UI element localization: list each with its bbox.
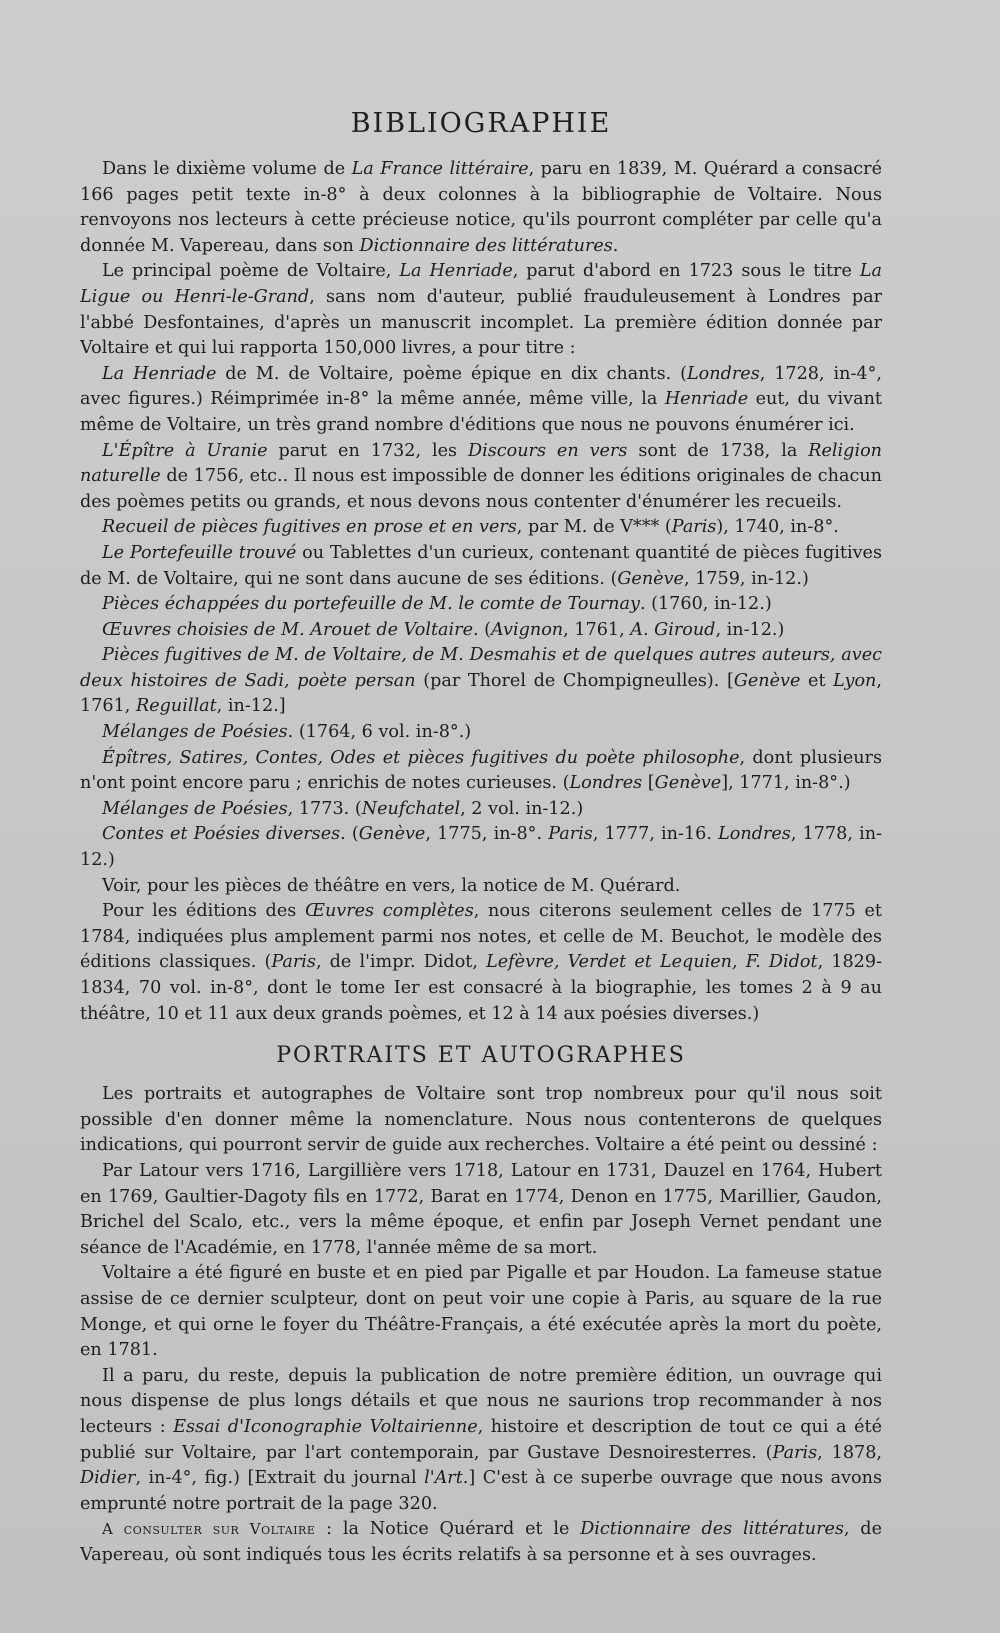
portraits-paragraph <box>80 1261 882 1363</box>
bibliography-paragraph <box>80 592 882 618</box>
italic-text: Lyon <box>833 670 877 691</box>
italic-text: Paris <box>548 824 593 845</box>
bibliography-paragraph <box>80 618 882 644</box>
text-run: : la Notice Quérard et le <box>315 1519 581 1540</box>
text-run: , par M. de V*** ( <box>516 517 672 538</box>
text-run: , 1759, in-12.) <box>683 568 809 589</box>
italic-text: La Henriade <box>399 261 513 282</box>
bibliography-paragraph <box>80 259 882 361</box>
text-run: , sans nom d'auteur, publié frauduleusement à Londres par l'abbé Desfontaines, d'après un manuscrit incomplet. La première édition donnée par Voltaire et qui lui rapporta 150,000 livres, a pour titre : <box>80 286 882 359</box>
text-run: de M. de Voltaire, poème épique en dix chants. ( <box>216 363 687 384</box>
italic-text: Pièces échappées du portefeuille de M. le comte de Tournay <box>102 594 640 615</box>
italic-text: Œuvres choisies de M. Arouet de Voltaire <box>102 619 473 640</box>
italic-text: Dictionnaire des littératures <box>359 235 613 256</box>
text-run: Par Latour vers 1716, Largillière vers 1718, Latour en 1731, Dauzel en 1764, Hubert en 1769, Gaultier-Dagoty fils en 1772, Barat en 1774, Denon en 1775, Marillier, Gaudon, Brichel del Scalo, etc., vers la même époque, et enfin par Joseph Vernet pendant une séance de l'Académie, en 1778, l'année même de sa mort. <box>80 1160 882 1258</box>
italic-text: Discours en vers <box>468 440 628 461</box>
italic-text: La France littéraire <box>351 159 529 179</box>
italic-text: Londres <box>569 773 643 794</box>
text-run: [ <box>642 773 655 794</box>
portraits-paragraph <box>80 1364 882 1518</box>
portraits-section <box>80 1082 882 1568</box>
italic-text: Didier <box>80 1468 136 1489</box>
text-run: , 2 vol. in-12.) <box>460 798 584 819</box>
italic-text: Mélanges de Poésies <box>102 722 288 743</box>
italic-text: Londres <box>718 824 791 845</box>
italic-text: Genève <box>617 568 684 589</box>
text-run: ], 1771, in-8°.) <box>721 773 851 794</box>
italic-text: Reguillat <box>135 696 217 717</box>
text-run: , 1829-1834, 70 vol. in-8°, dont le tome Ier est consacré à la biographie, les tomes 2 à 9 au théâtre, 10 et 11 aux deux grands poèmes, et 12 à 14 aux poésies diverses.) <box>80 952 883 1024</box>
bibliography-paragraph <box>80 362 882 439</box>
italic-text: Paris <box>772 1442 818 1463</box>
bibliography-paragraph <box>80 822 882 873</box>
italic-text: Paris <box>671 517 717 538</box>
italic-text: La Ligue ou Henri-le-Grand <box>80 261 882 307</box>
bibliography-paragraph <box>80 157 882 259</box>
text-run: parut en 1732, les <box>267 440 469 461</box>
italic-text: Henriade <box>664 389 749 410</box>
text-run: . <box>612 235 619 256</box>
text-run: eut, du vivant même de Voltaire, un très grand nombre d'éditions que nous ne pouvons énumérer ici. <box>80 389 882 435</box>
italic-text: Épîtres, Satires, Contes, Odes et pièces fugitives du poète philosophe <box>102 747 740 768</box>
text-run: , parut d'abord en 1723 sous le titre <box>512 261 860 282</box>
italic-text: Genève <box>654 773 722 794</box>
text-run: , histoire et description de tout ce qui a été publié sur Voltaire, par l'art contemporain, par Gustave Desnoiresterres. ( <box>80 1416 882 1463</box>
text-run: de 1756, etc.. Il nous est impossible de donner les éditions originales de chacun des poèmes petits ou grands, et nous devons nous contenter d'énumérer les recueils. <box>80 466 882 512</box>
italic-text: La Henriade <box>102 363 217 384</box>
text-run: , paru en 1839, M. Quérard a consacré 166 pages petit texte in-8° à deux colonnes à la bibliographie de Voltaire. Nous renvoyons nos lecteurs à cette précieuse notice, qu'ils pourront compléter par celle qu'a donnée M. Vapereau, dans son <box>80 159 882 256</box>
bibliography-paragraph <box>80 541 882 592</box>
italic-text: Pièces fugitives de M. de Voltaire, de M. Desmahis et de quelques autres auteurs, avec deux histoires de Sadi, poète persan <box>80 645 882 691</box>
bibliography-paragraph <box>80 439 882 516</box>
italic-text: Œuvres complètes <box>304 901 474 922</box>
text-run: Dans le dixième volume de <box>102 159 352 179</box>
small-caps-text: A consulter sur Voltaire <box>102 1520 316 1539</box>
text-run: , 1773. ( <box>287 798 362 819</box>
italic-text: Lefèvre, Verdet et Lequien, F. Didot <box>486 952 818 973</box>
italic-text: Londres <box>687 363 760 384</box>
text-run: Le principal poème de Voltaire, <box>102 261 400 282</box>
italic-text: Contes et Poésies diverses <box>102 824 341 845</box>
text-run: , de Vapereau, où sont indiqués tous les écrits relatifs à sa personne et à ses ouvrages. <box>80 1519 882 1565</box>
text-run: ou Tablettes d'un curieux, contenant quantité de pièces fugitives de M. de Voltaire, qui ne sont dans aucune de ses éditions. ( <box>80 542 882 589</box>
text-run: , 1775, in-8°. <box>425 824 549 845</box>
bibliography-paragraph <box>80 797 882 823</box>
portraits-paragraph <box>80 1517 882 1568</box>
text-run: Pour les éditions des <box>102 901 305 922</box>
italic-text: Avignon <box>491 619 564 640</box>
text-run: . (1764, 6 vol. in-8°.) <box>287 722 472 743</box>
portraits-paragraph <box>80 1082 882 1159</box>
text-run: , in-4°, fig.) [Extrait du journal <box>135 1468 425 1489</box>
text-run: .] C'est à ce superbe ouvrage que nous avons emprunté notre portrait de la page 320. <box>80 1468 882 1514</box>
italic-text: Le Portefeuille trouvé <box>102 542 297 563</box>
bibliography-paragraph <box>80 720 882 746</box>
text-run: , in-12.) <box>715 619 785 640</box>
text-run: . ( <box>340 824 359 845</box>
italic-text: Genève <box>733 670 801 691</box>
italic-text: l'Art <box>424 1468 463 1489</box>
italic-text: Neufchatel <box>361 798 461 819</box>
bibliography-paragraph <box>80 874 882 900</box>
italic-text: Dictionnaire des littératures <box>580 1519 844 1540</box>
text-run: Voir, pour les pièces de théâtre en vers, la notice de M. Quérard. <box>102 875 681 896</box>
text-run: , 1777, in-16. <box>592 824 719 845</box>
italic-text: Essai d'Iconographie Voltairienne <box>173 1416 478 1437</box>
bibliography-paragraph <box>80 899 882 1027</box>
text-run: (par Thorel de Chompigneulles). [ <box>415 670 734 691</box>
italic-text: Paris <box>271 952 316 973</box>
text-run: . (1760, in-12.) <box>639 594 772 615</box>
text-run: , 1761, <box>80 670 882 717</box>
text-run: sont de 1738, la <box>627 440 809 461</box>
bibliography-paragraph <box>80 515 882 541</box>
italic-text: Recueil de pièces fugitives en prose et en vers <box>102 517 517 538</box>
bibliography-section <box>80 157 882 1027</box>
text-run: , in-12.] <box>216 696 286 717</box>
italic-text: Genève <box>358 824 426 845</box>
text-run: et <box>800 670 834 691</box>
bibliography-paragraph <box>80 643 882 720</box>
italic-text: Mélanges de Poésies <box>102 798 288 819</box>
text-run: , 1761, <box>563 619 631 640</box>
text-run: , de l'impr. Didot, <box>315 952 487 973</box>
bibliography-title: BIBLIOGRAPHIE <box>350 108 612 139</box>
text-run: Voltaire a été figuré en buste et en pied par Pigalle et par Houdon. La fameuse statue assise de ce dernier sculpteur, dont on peut voir une copie à Paris, au square de la rue Monge, et qui orne le foyer du Théâtre-Français, a été exécutée après la mort du poète, en 1781. <box>80 1263 882 1361</box>
text-run: . ( <box>472 619 492 640</box>
bibliography-paragraph <box>80 746 882 797</box>
portraits-paragraph <box>80 1159 882 1261</box>
italic-text: A. Giroud <box>630 619 716 640</box>
italic-text: Religion naturelle <box>80 440 882 487</box>
text-run: , 1728, in-4°, avec figures.) Réimprimée in-8° la même année, même ville, la <box>80 363 882 410</box>
portraits-title: PORTRAITS ET AUTOGRAPHES <box>276 1043 686 1069</box>
text-run: , dont plusieurs n'ont point encore paru ; enrichis de notes curieuses. ( <box>80 747 882 794</box>
text-run: Il a paru, du reste, depuis la publication de notre première édition, un ouvrage qui nous dispense de plus longs détails et que nous ne saurions trop recommander à nos lecteurs : <box>80 1365 882 1437</box>
text-run: , 1778, in-12.) <box>80 824 882 871</box>
italic-text: L'Épître à Uranie <box>102 440 268 461</box>
text-run: Les portraits et autographes de Voltaire sont trop nombreux pour qu'il nous soit possible d'en donner même la nomenclature. Nous nous contenterons de quelques indications, qui pourront servir de guide aux recherches. Voltaire a été peint ou dessiné : <box>80 1084 882 1156</box>
text-run: , nous citerons seulement celles de 1775 et 1784, indiquées plus amplement parmi nos notes, et celle de M. Beuchot, le modèle des éditions classiques. ( <box>80 901 882 973</box>
text-run: , 1878, <box>817 1442 882 1463</box>
text-run: ), 1740, in-8°. <box>716 517 839 538</box>
